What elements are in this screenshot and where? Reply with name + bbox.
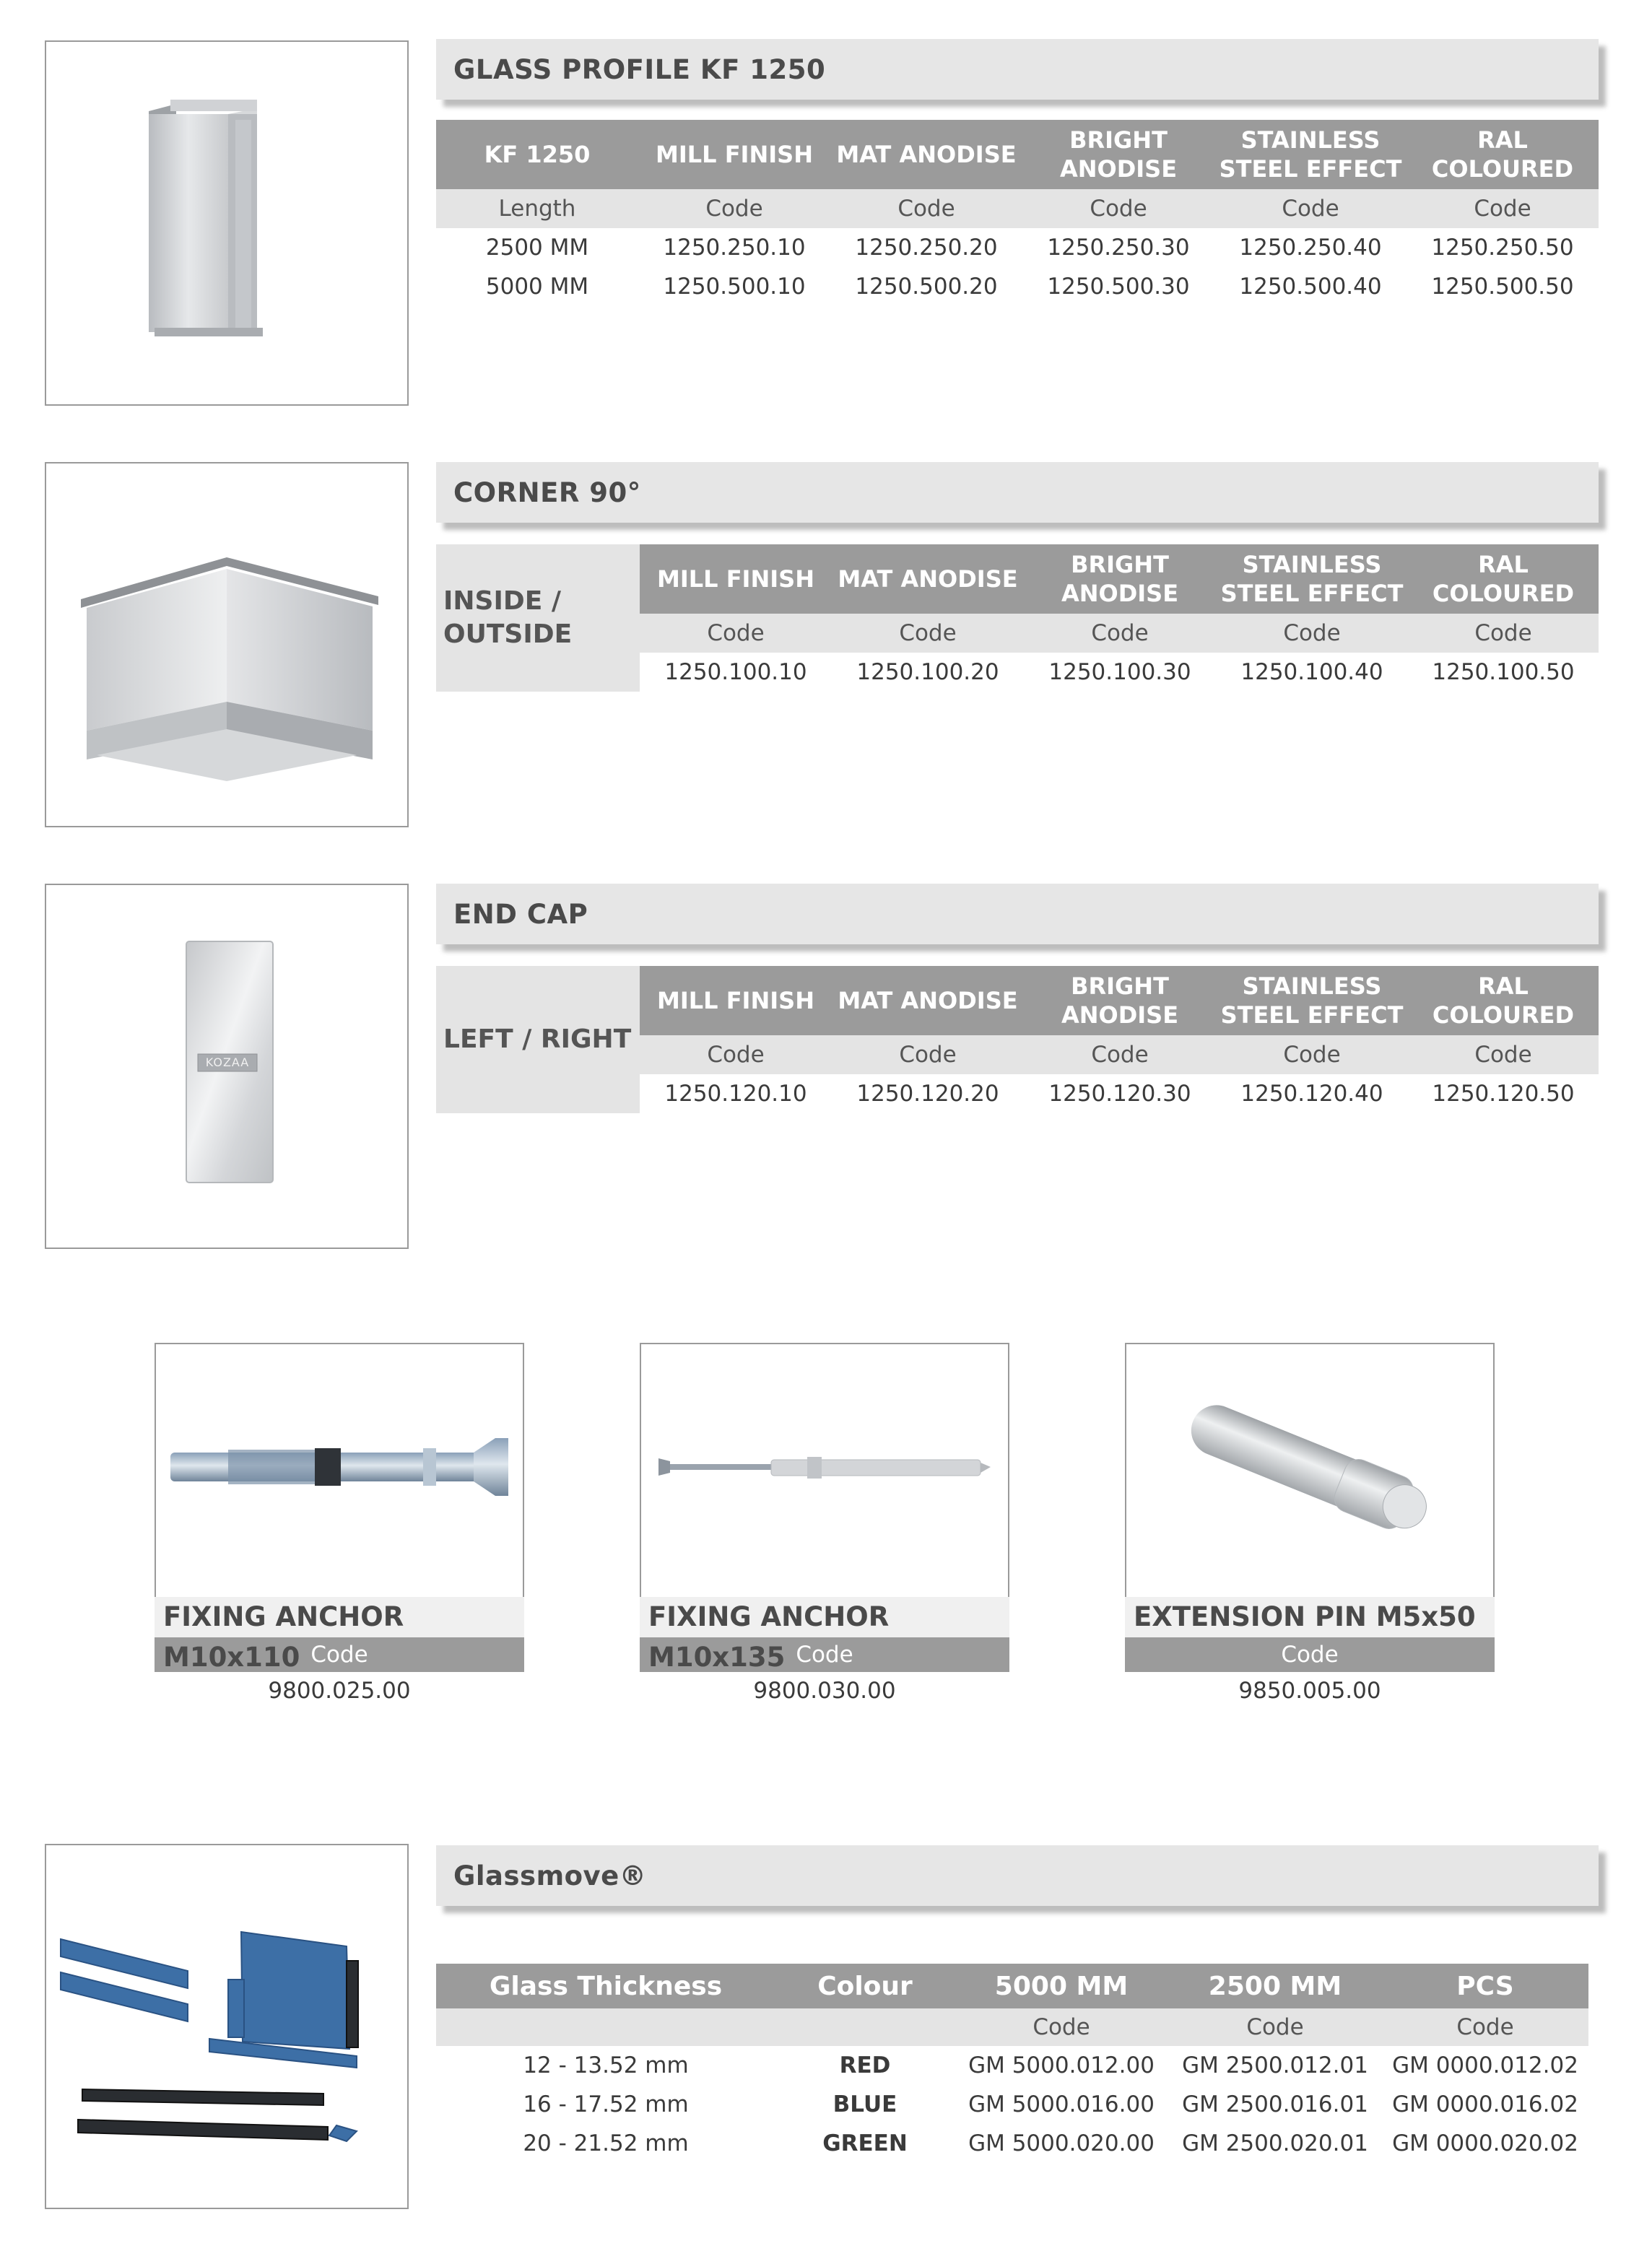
frame-anchor-icon — [641, 1344, 1008, 1597]
code-label: Length — [436, 189, 638, 228]
code-label: Code — [832, 1035, 1024, 1074]
code-label: Code — [1216, 614, 1408, 653]
table-header-row — [436, 966, 1599, 1035]
code-pcs: GM 0000.020.02 — [1392, 2130, 1578, 2156]
corner-table — [436, 544, 1599, 692]
col-header: MILL FINISH — [638, 120, 830, 189]
code-label: Code — [1216, 1035, 1408, 1074]
table-cell: 1250.100.10 — [664, 659, 807, 685]
col-header: BRIGHT ANODISE — [1022, 120, 1214, 189]
col-header: MILL FINISH — [640, 544, 832, 614]
glass-thickness: 16 - 17.52 mm — [523, 2091, 689, 2117]
table-cell: 1250.500.10 — [663, 274, 806, 300]
col-header: RAL COLOURED — [1408, 966, 1599, 1035]
endcap-title: END CAP — [436, 884, 1599, 944]
code-5000: GM 5000.020.00 — [968, 2130, 1155, 2156]
col-header: BRIGHT ANODISE — [1024, 544, 1216, 614]
code-2500: GM 2500.012.01 — [1182, 2052, 1368, 2078]
colour-badge: BLUE — [832, 2091, 897, 2117]
code-label: Code — [640, 614, 832, 653]
table-cell: 1250.100.50 — [1432, 659, 1575, 685]
table-header-row — [436, 120, 1599, 189]
table-cell: 5000 MM — [485, 274, 589, 300]
accessory-image — [1125, 1343, 1495, 1597]
accessory-code: 9800.025.00 — [268, 1678, 411, 1704]
code-5000: GM 5000.012.00 — [968, 2052, 1155, 2078]
code-label — [775, 2008, 955, 2046]
accessory-card — [1125, 1343, 1495, 1710]
code-label — [436, 2008, 775, 2046]
code-pcs: GM 0000.016.02 — [1392, 2091, 1578, 2117]
table-cell: 1250.250.10 — [663, 235, 806, 261]
endcap-table — [436, 966, 1599, 1113]
table-row — [436, 2124, 1588, 2163]
accessory-code-label: Code — [155, 1637, 524, 1672]
corner-image — [45, 462, 409, 827]
endcap-image — [45, 884, 409, 1249]
accessory-image — [640, 1343, 1009, 1597]
col-header: PCS — [1382, 1964, 1588, 2008]
code-label: Code — [830, 189, 1022, 228]
row-label: LEFT / RIGHT — [436, 966, 640, 1113]
accessory-name: FIXING ANCHOR M10x110 — [155, 1597, 524, 1637]
table-cell: 1250.500.40 — [1239, 274, 1382, 300]
code-label-row — [436, 189, 1599, 228]
table-cell: 1250.100.20 — [856, 659, 999, 685]
table-cell: 1250.500.50 — [1431, 274, 1574, 300]
table-cell: 1250.500.20 — [855, 274, 998, 300]
colour-badge: RED — [839, 2052, 891, 2078]
glassmove-title: Glassmove® — [436, 1845, 1599, 1906]
col-header: RAL COLOURED — [1407, 120, 1599, 189]
accessory-image — [155, 1343, 524, 1597]
table-header-row — [436, 544, 1599, 614]
corner-title: CORNER 90° — [436, 462, 1599, 523]
profile-title: GLASS PROFILE KF 1250 — [436, 39, 1599, 100]
brand-logo: KOZAA — [205, 1055, 250, 1069]
col-header: MAT ANODISE — [832, 544, 1024, 614]
table-cell: 1250.120.10 — [664, 1081, 807, 1107]
profile-image — [45, 40, 409, 406]
accessory-code: 9800.030.00 — [753, 1678, 896, 1704]
code-label: Code — [1407, 189, 1599, 228]
extension-pin-icon — [1126, 1344, 1493, 1597]
col-header: Glass Thickness — [436, 1964, 775, 2008]
table-row — [436, 2046, 1588, 2085]
code-label: Code — [640, 1035, 832, 1074]
col-header: RAL COLOURED — [1408, 544, 1599, 614]
table-cell: 1250.120.20 — [856, 1081, 999, 1107]
table-cell: 1250.120.50 — [1432, 1081, 1575, 1107]
accessory-name: EXTENSION PIN M5x50 — [1125, 1597, 1495, 1637]
glassmove-image — [45, 1844, 409, 2209]
col-header: STAINLESS STEEL EFFECT — [1216, 966, 1408, 1035]
code-label: Code — [1168, 2008, 1382, 2046]
col-header: MAT ANODISE — [832, 966, 1024, 1035]
table-cell: 1250.500.30 — [1047, 274, 1190, 300]
col-header: STAINLESS STEEL EFFECT — [1216, 544, 1408, 614]
table-row — [436, 267, 1599, 306]
corner-profile-icon — [46, 463, 407, 826]
code-label-row — [436, 2008, 1588, 2046]
col-header: 5000 MM — [955, 1964, 1168, 2008]
accessory-card — [640, 1343, 1009, 1710]
row-label: INSIDE / OUTSIDE — [436, 544, 640, 692]
table-cell: 1250.120.40 — [1240, 1081, 1383, 1107]
table-cell: 1250.100.40 — [1240, 659, 1383, 685]
accessory-code-label: Code — [640, 1637, 1009, 1672]
code-5000: GM 5000.016.00 — [968, 2091, 1155, 2117]
table-cell: 1250.250.20 — [855, 235, 998, 261]
fixing-anchor-icon — [156, 1344, 523, 1597]
col-header: Colour — [775, 1964, 955, 2008]
accessory-name: FIXING ANCHOR M10x135 — [640, 1597, 1009, 1637]
glassmove-kit-icon — [46, 1845, 407, 2208]
table-cell: 1250.250.50 — [1431, 235, 1574, 261]
code-label: Code — [1382, 2008, 1588, 2046]
table-header-row — [436, 1964, 1588, 2008]
col-header: BRIGHT ANODISE — [1024, 966, 1216, 1035]
accessory-code: 9850.005.00 — [1238, 1678, 1381, 1704]
col-header: MAT ANODISE — [830, 120, 1022, 189]
profile-table — [436, 120, 1599, 306]
table-cell: 1250.100.30 — [1048, 659, 1191, 685]
code-label: Code — [638, 189, 830, 228]
accessory-code-label: Code — [1125, 1637, 1495, 1672]
code-label: Code — [955, 2008, 1168, 2046]
table-cell: 1250.250.40 — [1239, 235, 1382, 261]
table-cell: 1250.250.30 — [1047, 235, 1190, 261]
code-2500: GM 2500.016.01 — [1182, 2091, 1368, 2117]
col-header: MILL FINISH — [640, 966, 832, 1035]
code-label: Code — [1024, 1035, 1216, 1074]
glass-thickness: 20 - 21.52 mm — [523, 2130, 689, 2156]
code-label: Code — [1214, 189, 1407, 228]
code-label: Code — [1408, 1035, 1599, 1074]
code-pcs: GM 0000.012.02 — [1392, 2052, 1578, 2078]
table-row — [436, 2085, 1588, 2124]
glassmove-table — [436, 1964, 1588, 2163]
col-header: KF 1250 — [436, 120, 638, 189]
code-label: Code — [1408, 614, 1599, 653]
glass-profile-icon — [46, 42, 407, 404]
col-header: 2500 MM — [1168, 1964, 1382, 2008]
colour-badge: GREEN — [822, 2130, 908, 2156]
table-cell: 1250.120.30 — [1048, 1081, 1191, 1107]
table-row — [436, 228, 1599, 267]
table-cell: 2500 MM — [485, 235, 589, 261]
code-label: Code — [1022, 189, 1214, 228]
glass-thickness: 12 - 13.52 mm — [523, 2052, 689, 2078]
accessory-card — [155, 1343, 524, 1710]
code-label: Code — [832, 614, 1024, 653]
code-label: Code — [1024, 614, 1216, 653]
col-header: STAINLESS STEEL EFFECT — [1214, 120, 1407, 189]
code-2500: GM 2500.020.01 — [1182, 2130, 1368, 2156]
